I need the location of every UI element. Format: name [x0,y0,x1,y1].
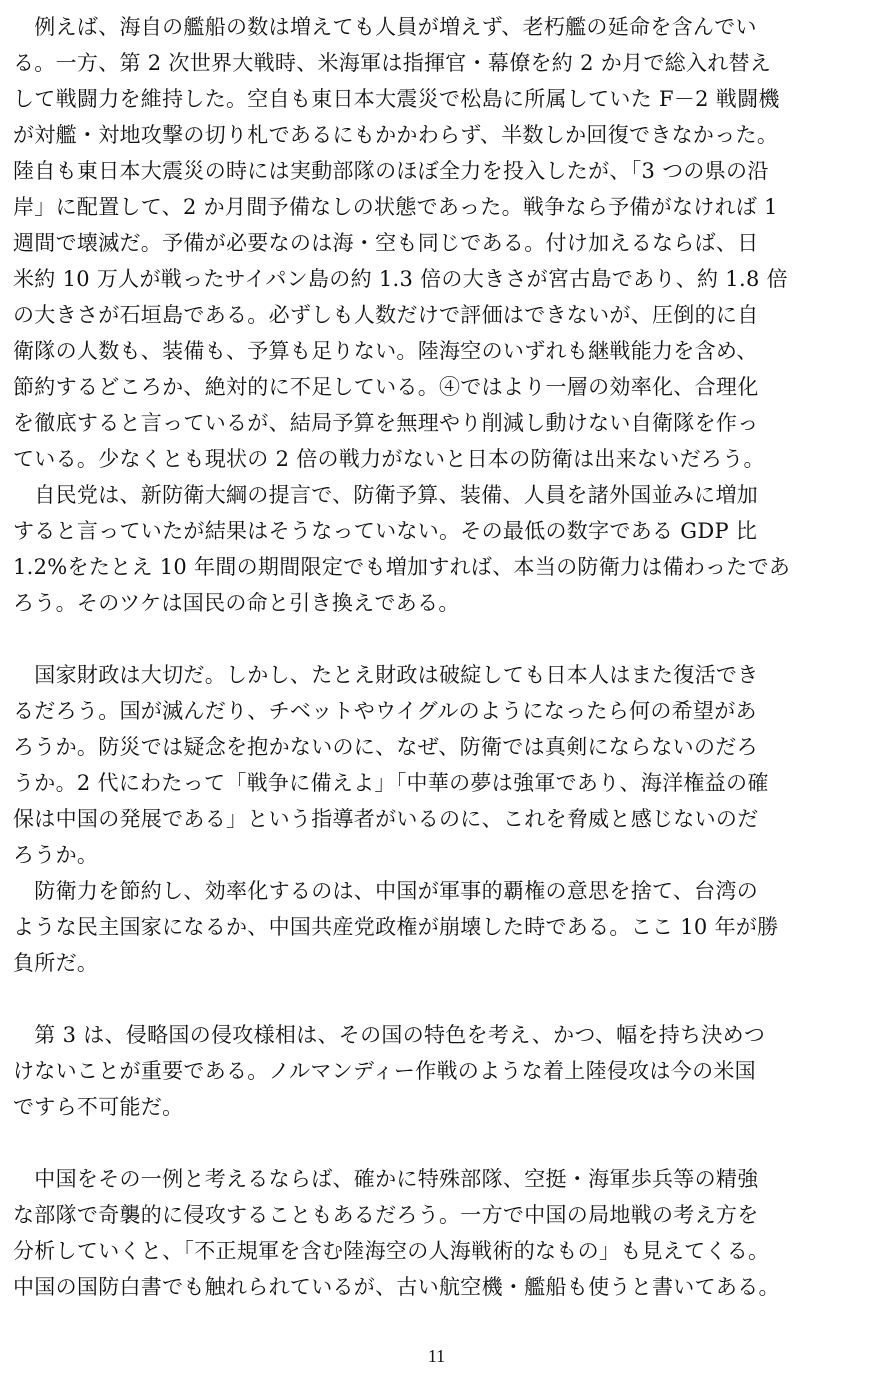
text-line: 防衛力を節約し、効率化するのは、中国が軍事的覇権の意思を捨て、台湾の [13,879,759,903]
text-line: ろうか。防災では疑念を抱かないのに、なぜ、防衛では真剣にならないのだろ [13,735,758,759]
text-line: 国家財政は大切だ。しかし、たとえ財政は破綻しても日本人はまた復活でき [13,663,759,687]
text-line: 節約するどころか、絶対的に不足している。④ではより一層の効率化、合理化 [13,375,759,399]
text-line: 中国をその一例と考えるならば、確かに特殊部隊、空挺・海軍歩兵等の精強 [13,1167,759,1191]
text-line: 例えば、海自の艦船の数は増えても人員が増えず、老朽艦の延命を含んでい [13,15,757,39]
text-line: 負所だ。 [13,951,99,975]
text-line: すると言っていたが結果はそうなっていない。その最低の数字である GDP 比 [13,519,758,543]
blank-line [13,621,861,657]
text-line: ような民主国家になるか、中国共産党政権が崩壊した時である。ここ 10 年が勝 [13,915,779,939]
text-line: 保は中国の発展である」という指導者がいるのに、これを脅威と感じないのだ [13,807,759,831]
text-line: の大きさが石垣島である。必ずしも人数だけで評価はできないが、圧倒的に自 [13,303,759,327]
text-line: して戦闘力を維持した。空自も東日本大震災で松島に所属していた F－2 戦闘機 [13,87,780,111]
text-line: ろうか。 [13,843,99,867]
text-line: る。一方、第 2 次世界大戦時、米海軍は指揮官・幕僚を約 2 か月で総入れ替え [13,51,772,75]
body-text [13,9,861,1305]
blank-line [13,1125,861,1161]
text-line: ですら不可能だ。 [13,1095,184,1119]
text-line: 自民党は、新防衛大綱の提言で、防衛予算、装備、人員を諸外国並みに増加 [13,483,759,507]
text-line: 1.2%をたとえ 10 年間の期間限定でも増加すれば、本当の防衛力は備わったであ [13,555,791,579]
text-line: るだろう。国が滅んだり、チベットやウイグルのようになったら何の希望があ [13,699,757,723]
text-line: 中国の国防白書でも触れられているが、古い航空機・艦船も使うと書いてある。 [13,1275,780,1299]
text-line: うか。2 代にわたって「戦争に備えよ」「中華の夢は強軍であり、海洋権益の確 [13,771,769,795]
text-line: ろう。そのツケは国民の命と引き換えである。 [13,591,460,615]
text-line: を徹底すると言っているが、結局予算を無理やり削減し動けない自衛隊を作っ [13,411,759,435]
text-line: 衛隊の人数も、装備も、予算も足りない。陸海空のいずれも継戦能力を含め、 [13,339,758,363]
text-line: 第 3 は、侵略国の侵攻様相は、その国の特色を考え、かつ、幅を持ち決めつ [13,1023,766,1047]
text-line: 分析していくと、「不正規軍を含む陸海空の人海戦術的なもの」も見えてくる。 [13,1239,770,1263]
blank-line [13,981,861,1017]
text-line: けないことが重要である。ノルマンディー作戦のような着上陸侵攻は今の米国 [13,1059,756,1083]
page-number: 11 [427,1346,446,1366]
text-line: 陸自も東日本大震災の時には実動部隊のほぼ全力を投入したが、「3 つの県の沿 [13,159,769,183]
text-line: が対艦・対地攻撃の切り札であるにもかかわらず、半数しか回復できなかった。 [13,123,779,147]
text-line: ている。少なくとも現状の 2 倍の戦力がないと日本の防衛は出来ないだろう。 [13,447,765,471]
text-line: な部隊で奇襲的に侵攻することもあるだろう。一方で中国の局地戦の考え方を [13,1203,759,1227]
text-line: 岸」に配置して、2 か月間予備なしの状態であった。戦争なら予備がなければ 1 [13,195,778,219]
text-line: 米約 10 万人が戦ったサイパン島の約 1.3 倍の大きさが宮古島であり、約 1.8 倍 [13,267,788,291]
text-line: 週間で壊滅だ。予備が必要なのは海・空も同じである。付け加えるならば、日 [13,231,759,255]
